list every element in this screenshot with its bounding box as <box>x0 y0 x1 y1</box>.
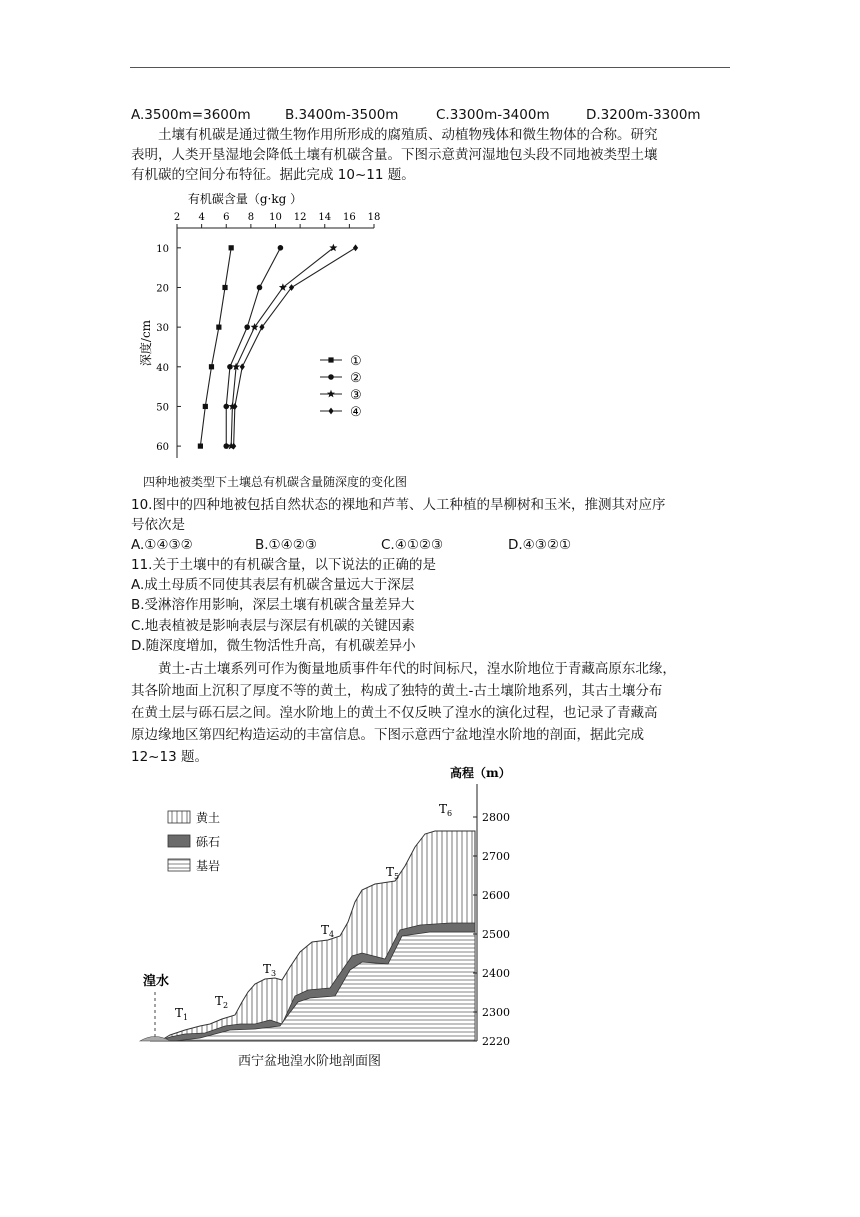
data-point-series-4 <box>240 363 245 370</box>
data-point-series-2 <box>244 324 250 330</box>
terrace-profile-diagram <box>130 762 530 1072</box>
x-tick-label: 18 <box>367 212 381 223</box>
terrace-label-t4: $T_4$ <box>321 923 335 939</box>
chart-legend <box>320 354 362 420</box>
x-tick-label: 2 <box>173 212 181 223</box>
terrace-label-t3: $T_3$ <box>263 962 277 978</box>
terrace-label-t2: $T_2$ <box>215 994 229 1010</box>
svg-text:2400: 2400 <box>482 967 510 980</box>
q9-option-d[interactable]: D.3200m-3300m <box>586 107 701 123</box>
legend-swatch-loess <box>168 811 190 823</box>
legend-label: ③ <box>350 388 362 403</box>
series-line-4 <box>234 248 356 446</box>
legend-swatch-bedrock <box>168 859 190 871</box>
data-point-series-1 <box>216 325 221 330</box>
x-tick-label: 12 <box>293 212 307 223</box>
profile-caption: 西宁盆地湟水阶地剖面图 <box>238 1054 382 1069</box>
legend-marker <box>328 374 334 380</box>
intro1-line3: 有机碳的空间分布特征。据此完成 10~11 题。 <box>131 167 415 183</box>
x-tick-label: 14 <box>318 212 332 223</box>
q10-option-d[interactable]: D.④③②① <box>508 537 572 553</box>
data-point-series-2 <box>278 245 284 251</box>
data-point-series-1 <box>209 364 214 369</box>
x-axis-ticks <box>174 212 381 228</box>
legend-label-bedrock: 基岩 <box>196 859 221 873</box>
q11-option-d[interactable]: D.随深度增加，微生物活性升高，有机碳差异小 <box>131 638 416 654</box>
data-point-series-2 <box>223 443 229 449</box>
x-tick-label: 6 <box>223 212 230 223</box>
data-point-series-1 <box>222 285 227 290</box>
series-line-3 <box>231 248 333 446</box>
legend-marker <box>328 357 333 362</box>
data-point-series-1 <box>203 404 208 409</box>
data-point-series-3 <box>279 283 287 291</box>
terrace-label-t6: $T_6$ <box>439 802 453 818</box>
legend-swatch-gravel <box>168 835 190 847</box>
terrace-label-t1: $T_1$ <box>175 1006 189 1022</box>
y-axis-label: 深度/cm <box>139 319 153 367</box>
q10-option-b[interactable]: B.①④②③ <box>255 537 317 553</box>
data-point-series-1 <box>198 444 203 449</box>
svg-text:2220: 2220 <box>482 1035 510 1048</box>
intro2-line3: 在黄土层与砾石层之间。湟水阶地上的黄土不仅反映了湟水的演化过程，也记录了青藏高 <box>131 705 658 721</box>
header-rule <box>130 67 730 68</box>
intro2-line1: 黄土-古土壤系列可作为衡量地质事件年代的时间标尺，湟水阶地位于青藏高原东北缘， <box>158 661 676 677</box>
intro2-line4: 原边缘地区第四纪构造运动的丰富信息。下图示意西宁盆地湟水阶地的剖面，据此完成 <box>131 727 644 743</box>
data-point-series-2 <box>223 404 229 410</box>
q10-stem-line2: 号依次是 <box>131 517 185 533</box>
intro2-line2: 其各阶地面上沉积了厚度不等的黄土，构成了独特的黄土-古土壤阶地系列，其古土壤分布 <box>131 683 663 699</box>
legend-label-gravel: 砾石 <box>196 835 221 849</box>
legend-marker <box>327 390 335 398</box>
y-tick-label: 10 <box>156 243 169 255</box>
data-point-series-4 <box>353 244 358 251</box>
q9-option-b[interactable]: B.3400m-3500m <box>285 107 399 123</box>
q11-stem: 11.关于土壤中的有机碳含量，以下说法的正确的是 <box>131 557 436 573</box>
data-point-series-1 <box>229 245 234 250</box>
profile-legend <box>168 810 220 873</box>
q9-option-c[interactable]: C.3300m-3400m <box>436 107 550 123</box>
river-label: 湟水 <box>143 974 170 989</box>
intro2-line5: 12~13 题。 <box>131 749 208 765</box>
data-point-series-2 <box>227 364 233 370</box>
svg-text:2700: 2700 <box>482 850 510 863</box>
x-tick-label: 4 <box>198 212 205 223</box>
terrace-label-t5: $T_5$ <box>386 865 400 881</box>
svg-text:2500: 2500 <box>482 928 510 941</box>
y-tick-label: 50 <box>156 402 169 414</box>
legend-label: ④ <box>350 405 362 420</box>
data-point-series-2 <box>257 285 263 291</box>
intro1-line1: 土壤有机碳是通过微生物作用所形成的腐殖质、动植物残体和微生物体的合称。研究 <box>158 127 658 143</box>
legend-label-loess: 黄土 <box>196 811 221 825</box>
y-tick-label: 40 <box>156 362 169 374</box>
legend-marker <box>328 408 333 415</box>
y-tick-label: 20 <box>156 283 169 295</box>
q10-stem-line1: 10.图中的四种地被包括自然状态的裸地和芦苇、人工种植的旱柳树和玉米，推测其对应序 <box>131 497 666 513</box>
elevation-ticks <box>473 811 510 1048</box>
x-tick-label: 16 <box>343 212 356 223</box>
legend-label: ② <box>350 371 362 386</box>
chart-caption: 四种地被类型下土壤总有机碳含量随深度的变化图 <box>143 475 408 489</box>
y-tick-label: 60 <box>156 442 169 454</box>
intro1-line2: 表明，人类开垦湿地会降低土壤有机碳含量。下图示意黄河湿地包头段不同地被类型土壤 <box>131 147 658 163</box>
chart-series <box>198 244 358 450</box>
x-tick-label: 10 <box>269 212 282 223</box>
q11-option-c[interactable]: C.地表植被是影响表层与深层有机碳的关键因素 <box>131 618 415 634</box>
q11-option-a[interactable]: A.成土母质不同使其表层有机碳含量远大于深层 <box>131 577 415 593</box>
y-tick-label: 30 <box>156 323 169 335</box>
chart-title: 有机碳含量（g·kg ） <box>187 192 303 206</box>
q11-option-b[interactable]: B.受淋溶作用影响，深层土壤有机碳含量差异大 <box>131 597 415 613</box>
x-tick-label: 8 <box>247 212 255 223</box>
elevation-axis-title: 高程（m） <box>450 766 511 780</box>
organic-carbon-chart <box>120 188 400 468</box>
svg-text:2600: 2600 <box>482 889 510 902</box>
legend-label: ① <box>350 354 362 369</box>
svg-text:2300: 2300 <box>482 1006 510 1019</box>
q10-option-a[interactable]: A.①④③② <box>131 537 193 553</box>
q10-option-c[interactable]: C.④①②③ <box>381 537 444 553</box>
q9-option-a[interactable]: A.3500m=3600m <box>131 107 251 123</box>
svg-text:2800: 2800 <box>482 811 510 824</box>
